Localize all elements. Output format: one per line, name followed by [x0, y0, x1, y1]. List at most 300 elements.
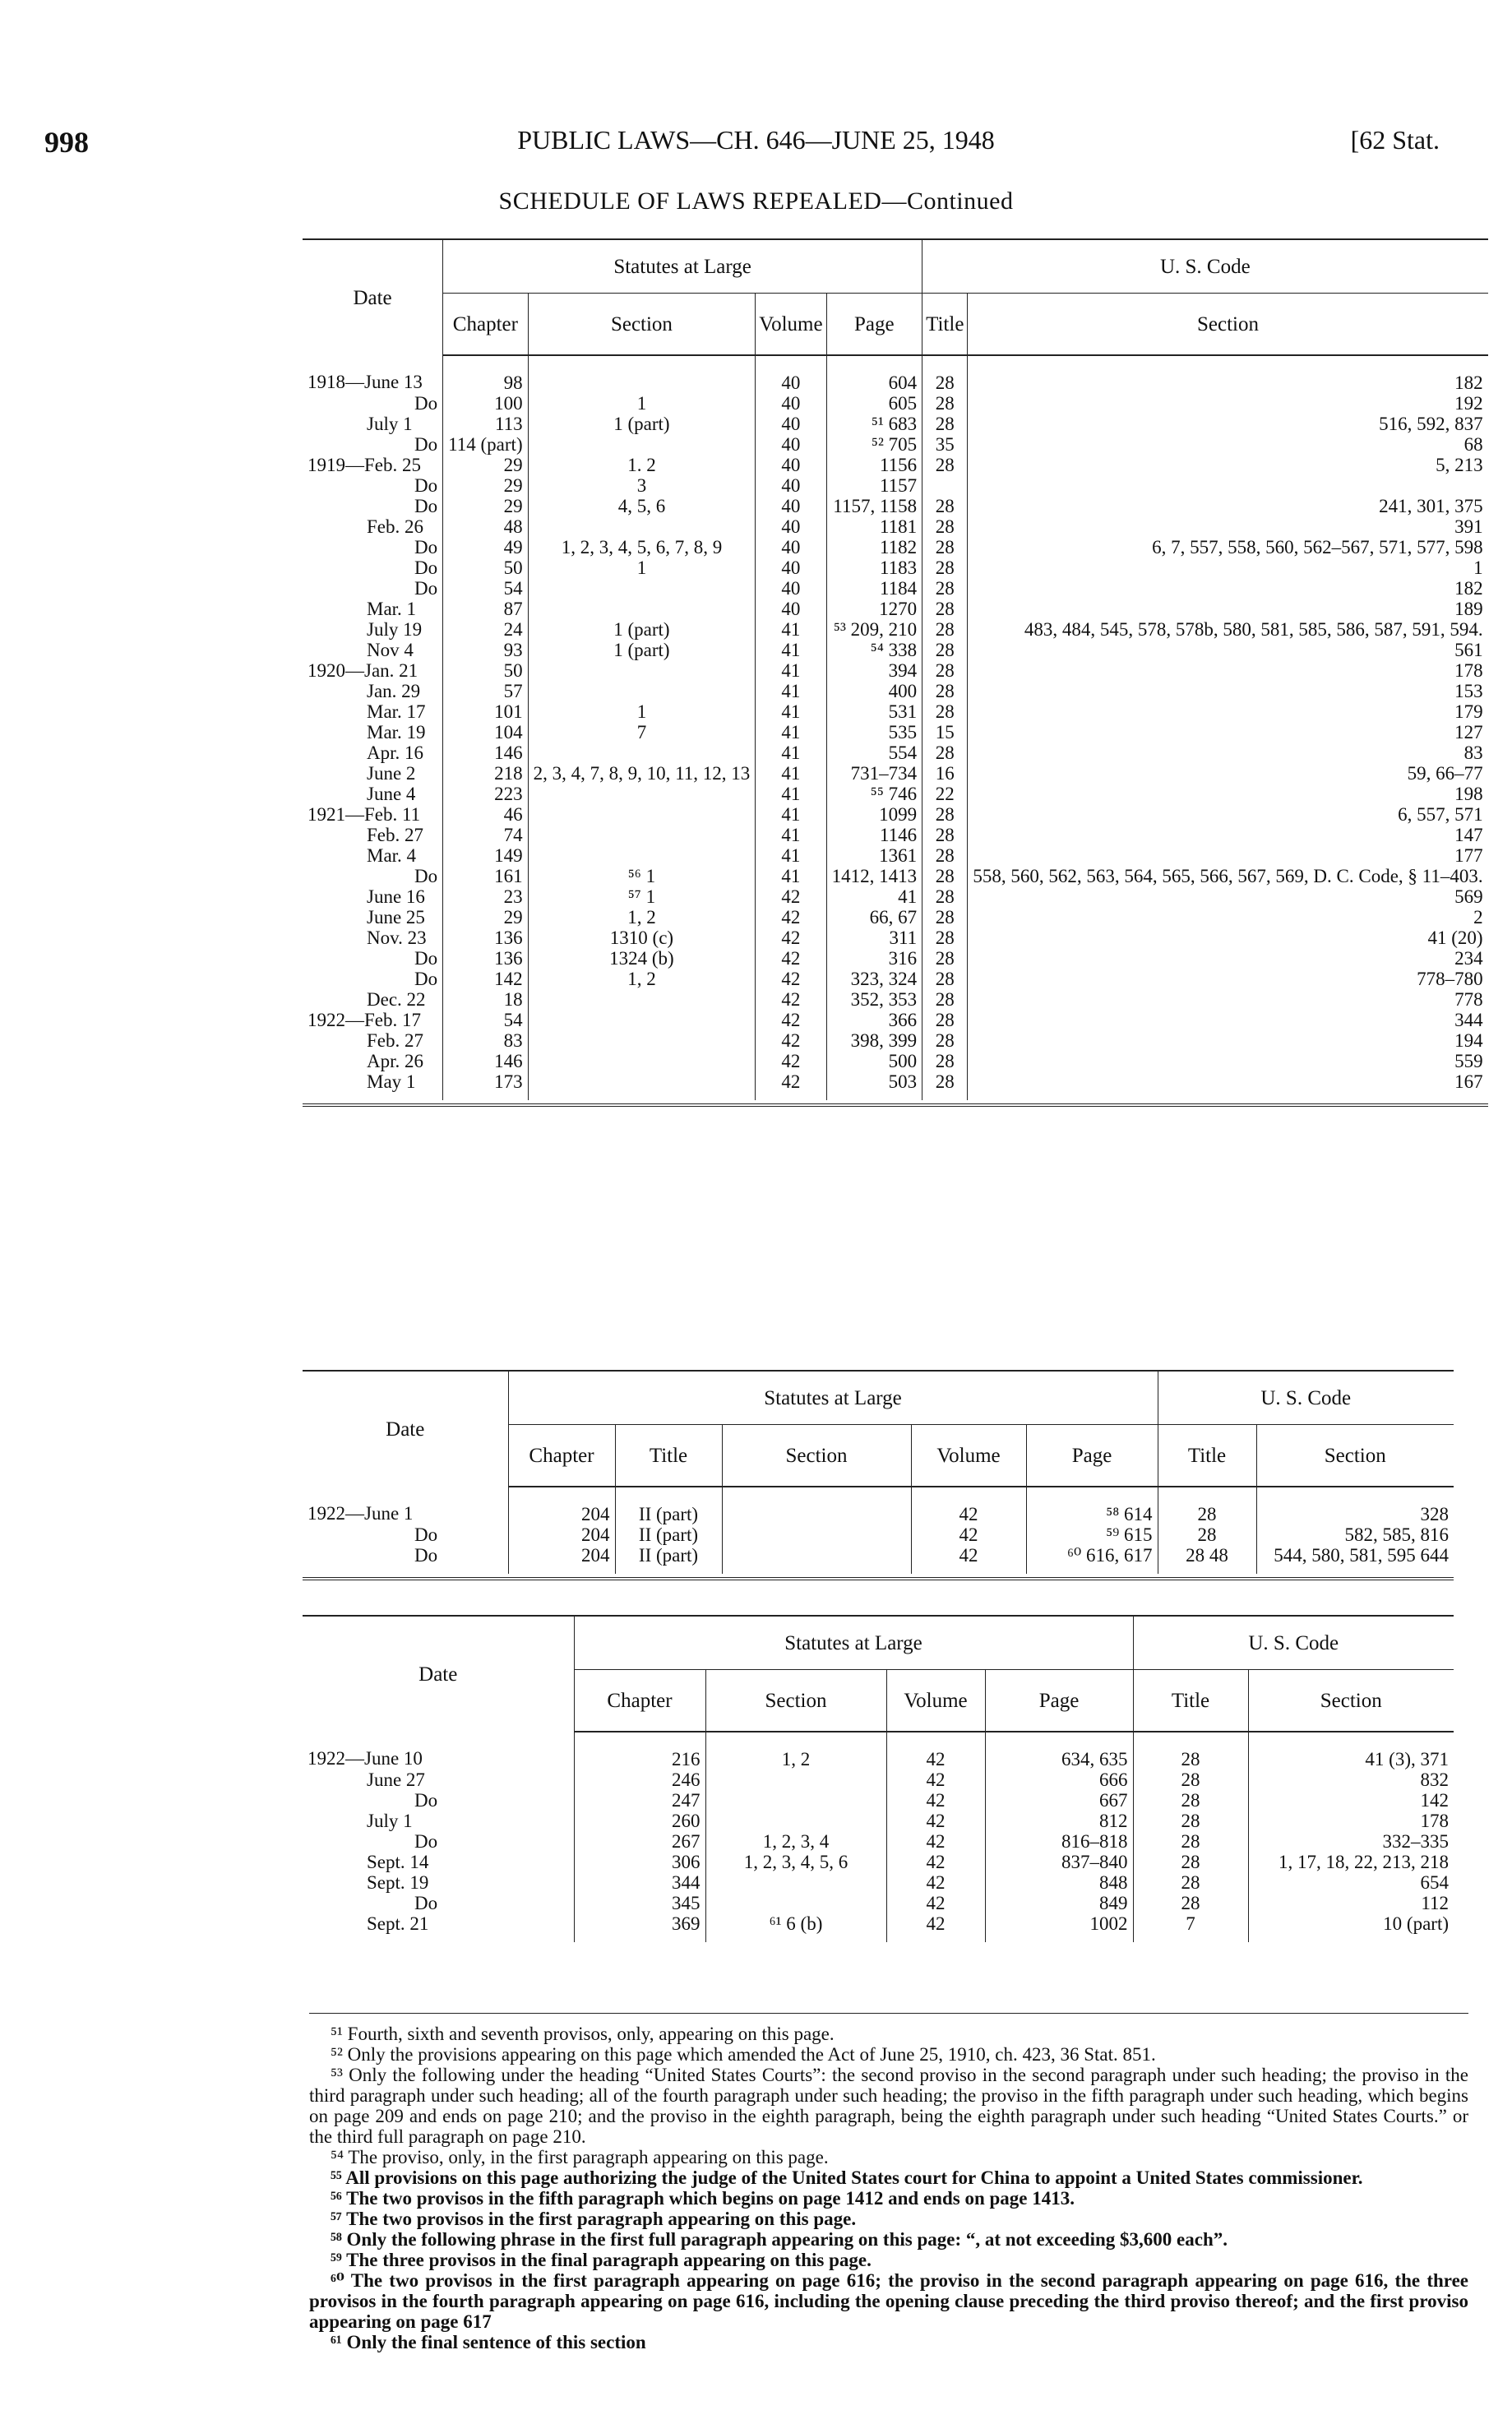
- cell-date: [303, 928, 443, 948]
- cell-code: [968, 455, 1488, 475]
- cell-text: 83: [1463, 742, 1483, 763]
- cell-text: 28: [1197, 1504, 1217, 1524]
- cell-title: [922, 784, 968, 804]
- cell-chapter: [443, 928, 528, 948]
- cell-text: Apr. 16: [367, 742, 423, 763]
- cell-text: 182: [1454, 578, 1483, 599]
- cell-code: [968, 928, 1488, 948]
- table-row: [303, 516, 1488, 537]
- cell-text: 582, 585, 816: [1344, 1524, 1449, 1545]
- cell-text: 28: [1181, 1811, 1200, 1831]
- table-row: [303, 969, 1488, 989]
- cell-text: 42: [926, 1749, 946, 1769]
- cell-title: [922, 578, 968, 599]
- cell-code: [968, 681, 1488, 701]
- table-row: [303, 1769, 1454, 1790]
- cell-section: [722, 1487, 911, 1524]
- header-code-section: Section: [1248, 1670, 1454, 1732]
- cell-text: 634, 635: [1061, 1749, 1128, 1769]
- cell-text: 503: [888, 1071, 918, 1092]
- cell-title: [922, 393, 968, 414]
- cell-text: 241, 301, 375: [1379, 496, 1483, 516]
- cell-page: [826, 455, 922, 475]
- cell-text: 223: [494, 784, 523, 804]
- cell-text: Do: [414, 866, 438, 886]
- cell-text: 41: [781, 742, 801, 763]
- cell-section: [528, 928, 756, 948]
- cell-text: Do: [414, 1831, 438, 1852]
- cell-chapter: [443, 516, 528, 537]
- cell-section: [528, 1010, 756, 1030]
- cell-text: 146: [494, 1051, 523, 1071]
- cell-page: [826, 866, 922, 886]
- cell-text: 28: [1181, 1852, 1200, 1872]
- table-row: [303, 989, 1488, 1010]
- cell-text: 1 (part): [613, 414, 670, 434]
- cell-text: 247: [672, 1790, 701, 1811]
- cell-volume: [756, 969, 826, 989]
- cell-text: 778: [1454, 989, 1483, 1010]
- cell-text: 42: [959, 1545, 978, 1566]
- cell-title-col: [615, 1545, 722, 1574]
- cell-section: [722, 1524, 911, 1545]
- table-row: [303, 1831, 1454, 1852]
- cell-page: [985, 1831, 1133, 1852]
- cell-text: 54: [503, 578, 523, 599]
- cell-text: 136: [494, 948, 523, 969]
- cell-text: 28: [935, 825, 955, 845]
- cell-text: 49: [503, 537, 523, 557]
- table-row: [303, 1524, 1454, 1545]
- cell-text: June 4: [367, 784, 416, 804]
- cell-title: [922, 1051, 968, 1071]
- table-row: [303, 784, 1488, 804]
- cell-text: 68: [1463, 434, 1483, 455]
- cell-text: 29: [503, 455, 523, 475]
- header-section: Section: [528, 294, 756, 356]
- cell-text: Jan. 29: [367, 681, 421, 701]
- cell-volume: [756, 537, 826, 557]
- cell-text: 100: [494, 393, 523, 414]
- cell-text: 28: [935, 619, 955, 640]
- header-volume: Volume: [756, 294, 826, 356]
- cell-text: 42: [926, 1811, 946, 1831]
- cell-title: [922, 496, 968, 516]
- cell-section: [705, 1831, 886, 1852]
- cell-text: 28: [935, 907, 955, 928]
- cell-text: 50: [503, 557, 523, 578]
- table-row: [303, 599, 1488, 619]
- cell-text: Feb. 27: [367, 825, 423, 845]
- cell-text: 1270: [879, 599, 918, 619]
- cell-date: [303, 414, 443, 434]
- cell-chapter: [443, 537, 528, 557]
- table-row: [303, 619, 1488, 640]
- cell-code: [1248, 1790, 1454, 1811]
- cell-text: 42: [959, 1504, 978, 1524]
- cell-section: [528, 496, 756, 516]
- cell-text: Mar. 19: [367, 722, 426, 742]
- cell-code: [968, 989, 1488, 1010]
- cell-text: 1, 2: [781, 1749, 811, 1769]
- cell-date: [303, 825, 443, 845]
- cell-page: [826, 537, 922, 557]
- cell-title: [1133, 1913, 1248, 1942]
- table-row: [303, 1545, 1454, 1574]
- cell-text: 127: [1454, 722, 1483, 742]
- cell-title: [1133, 1769, 1248, 1790]
- footnote: ⁵⁵ All provisions on this page authorizing the judge of the United States court for China to appoint a United States commissioner.: [331, 2167, 1363, 2188]
- footnote: ⁵³ Only the following under the heading “United States Courts”: the second proviso in the second paragraph under such heading; the proviso in the third paragraph under such heading; all of the fourth paragraph under such heading; the proviso in the fifth paragraph under such heading, which begins on page 209 and ends on page 210; and the proviso in the eighth paragraph, being the eighth paragraph under such heading “United States Courts.” or the third full paragraph on page 210.: [309, 2065, 1468, 2147]
- cell-code: [968, 355, 1488, 393]
- cell-text: 28: [935, 414, 955, 434]
- cell-text: 1919—Feb. 25: [307, 455, 421, 475]
- cell-text: ⁵⁶ 1: [627, 866, 656, 886]
- cell-title: [922, 969, 968, 989]
- cell-text: 1002: [1089, 1913, 1128, 1934]
- cell-date: [303, 1852, 574, 1872]
- cell-text: 391: [1454, 516, 1483, 537]
- footnote: ⁵² Only the provisions appearing on this page which amended the Act of June 25, 1910, ch. 423, 36 Stat. 851.: [331, 2044, 1156, 2065]
- cell-title: [922, 599, 968, 619]
- cell-chapter: [443, 496, 528, 516]
- statute-reference: [62 Stat.: [1350, 125, 1440, 155]
- cell-volume: [756, 1051, 826, 1071]
- cell-text: 28: [935, 1010, 955, 1030]
- cell-text: II (part): [638, 1545, 699, 1566]
- cell-volume: [756, 742, 826, 763]
- cell-code: [968, 578, 1488, 599]
- header-section: Section: [722, 1425, 911, 1487]
- cell-volume: [756, 845, 826, 866]
- cell-title: [922, 355, 968, 393]
- cell-text: 1310 (c): [609, 928, 674, 948]
- cell-text: 28: [935, 640, 955, 660]
- cell-text: 28: [935, 845, 955, 866]
- cell-date: [303, 1872, 574, 1893]
- cell-text: 267: [672, 1831, 701, 1852]
- cell-text: 344: [672, 1872, 701, 1893]
- cell-text: 40: [781, 434, 801, 455]
- cell-text: 41: [781, 845, 801, 866]
- cell-chapter: [443, 1071, 528, 1100]
- cell-volume: [756, 804, 826, 825]
- cell-code: [1248, 1893, 1454, 1913]
- cell-date: [303, 1071, 443, 1100]
- cell-text: 40: [781, 372, 801, 393]
- cell-text: 192: [1454, 393, 1483, 414]
- cell-code: [968, 516, 1488, 537]
- cell-text: 398, 399: [850, 1030, 918, 1051]
- cell-text: 41: [781, 825, 801, 845]
- cell-volume: [886, 1769, 985, 1790]
- cell-text: 46: [503, 804, 523, 825]
- table-row: [303, 1913, 1454, 1942]
- cell-chapter: [443, 969, 528, 989]
- cell-title: [1158, 1545, 1256, 1574]
- table-row: [303, 557, 1488, 578]
- cell-text: 41: [781, 722, 801, 742]
- cell-text: 369: [672, 1913, 701, 1934]
- cell-volume: [756, 1071, 826, 1100]
- table-row: [303, 701, 1488, 722]
- cell-chapter: [508, 1524, 615, 1545]
- cell-text: 28: [935, 537, 955, 557]
- cell-text: 1156: [879, 455, 918, 475]
- cell-text: 42: [926, 1790, 946, 1811]
- cell-date: [303, 866, 443, 886]
- header-statutes-at-large: Statutes at Large: [443, 239, 922, 294]
- cell-section: [528, 948, 756, 969]
- cell-chapter: [443, 475, 528, 496]
- header-statutes-at-large: Statutes at Large: [574, 1616, 1133, 1670]
- table-row: [303, 1852, 1454, 1872]
- cell-title: [922, 640, 968, 660]
- cell-volume: [756, 784, 826, 804]
- cell-date: [303, 1769, 574, 1790]
- cell-text: 182: [1454, 372, 1483, 393]
- cell-page: [826, 886, 922, 907]
- cell-chapter: [443, 722, 528, 742]
- cell-chapter: [508, 1487, 615, 1524]
- table-row: [303, 578, 1488, 599]
- cell-text: 558, 560, 562, 563, 564, 565, 566, 567, 569, D. C. Code, § 11–403.: [973, 866, 1483, 886]
- cell-volume: [756, 1010, 826, 1030]
- cell-chapter: [443, 907, 528, 928]
- cell-text: 1, 2, 3, 4: [762, 1831, 830, 1852]
- cell-text: Do: [414, 1524, 438, 1545]
- cell-text: 149: [494, 845, 523, 866]
- cell-title: [922, 866, 968, 886]
- cell-text: 50: [503, 660, 523, 681]
- cell-text: 28: [935, 660, 955, 681]
- cell-page: [985, 1811, 1133, 1831]
- table-row: [303, 393, 1488, 414]
- cell-text: 40: [781, 393, 801, 414]
- cell-text: 87: [503, 599, 523, 619]
- cell-text: ⁵⁸ 614: [1106, 1504, 1153, 1524]
- cell-text: 1, 2, 3, 4, 5, 6, 7, 8, 9: [561, 537, 723, 557]
- cell-text: Do: [414, 557, 438, 578]
- cell-text: 1324 (b): [609, 948, 674, 969]
- header-code-section: Section: [968, 294, 1488, 356]
- cell-text: II (part): [638, 1524, 699, 1545]
- table-row: [303, 804, 1488, 825]
- cell-text: 24: [503, 619, 523, 640]
- cell-text: 41: [781, 784, 801, 804]
- cell-text: 35: [935, 434, 955, 455]
- table-row: [303, 886, 1488, 907]
- cell-code: [1248, 1811, 1454, 1831]
- cell-text: 42: [926, 1872, 946, 1893]
- cell-chapter: [443, 1030, 528, 1051]
- cell-text: 849: [1099, 1893, 1128, 1913]
- cell-text: Do: [414, 1545, 438, 1566]
- cell-text: 41 (3), 371: [1365, 1749, 1449, 1769]
- cell-text: 112: [1421, 1893, 1449, 1913]
- cell-text: 28: [935, 1051, 955, 1071]
- cell-title: [922, 907, 968, 928]
- cell-page: [985, 1790, 1133, 1811]
- cell-date: [303, 1811, 574, 1831]
- cell-text: 667: [1099, 1790, 1128, 1811]
- cell-chapter: [574, 1790, 705, 1811]
- cell-page: [1026, 1487, 1158, 1524]
- cell-section: [528, 989, 756, 1010]
- cell-volume: [756, 640, 826, 660]
- cell-code: [1248, 1852, 1454, 1872]
- cell-text: Do: [414, 578, 438, 599]
- cell-text: 114 (part): [448, 434, 523, 455]
- cell-page: [826, 660, 922, 681]
- cell-section: [705, 1893, 886, 1913]
- cell-text: 42: [781, 1030, 801, 1051]
- cell-volume: [756, 599, 826, 619]
- cell-title: [922, 948, 968, 969]
- cell-text: 28: [1181, 1769, 1200, 1790]
- cell-code: [968, 825, 1488, 845]
- cell-text: ⁵³ 209, 210: [833, 619, 918, 640]
- cell-text: 778–780: [1417, 969, 1483, 989]
- cell-text: 40: [781, 455, 801, 475]
- cell-code: [968, 866, 1488, 886]
- cell-text: 1922—June 10: [307, 1748, 423, 1769]
- cell-text: ⁶⁰ 616, 617: [1067, 1545, 1153, 1566]
- cell-text: 1: [636, 701, 647, 722]
- cell-page: [826, 516, 922, 537]
- cell-text: 28: [935, 557, 955, 578]
- schedule-table-3: [303, 1615, 1454, 1942]
- cell-code: [968, 640, 1488, 660]
- cell-volume: [756, 393, 826, 414]
- cell-text: 28: [1181, 1893, 1200, 1913]
- cell-volume: [756, 989, 826, 1010]
- cell-text: II (part): [638, 1504, 699, 1524]
- cell-code: [1248, 1831, 1454, 1852]
- table-row: [303, 355, 1488, 393]
- cell-page: [985, 1872, 1133, 1893]
- cell-page: [826, 1071, 922, 1100]
- cell-chapter: [443, 393, 528, 414]
- cell-date: [303, 355, 443, 393]
- cell-volume: [756, 496, 826, 516]
- cell-title: [1133, 1831, 1248, 1852]
- cell-code: [968, 1030, 1488, 1051]
- cell-title: [1133, 1811, 1248, 1831]
- cell-text: 1099: [879, 804, 918, 825]
- cell-page: [826, 804, 922, 825]
- cell-date: [303, 660, 443, 681]
- cell-code: [968, 742, 1488, 763]
- cell-text: 42: [781, 1010, 801, 1030]
- cell-text: 146: [494, 742, 523, 763]
- header-page: Page: [985, 1670, 1133, 1732]
- cell-text: 198: [1454, 784, 1483, 804]
- cell-section: [528, 784, 756, 804]
- footnote: ⁵⁸ Only the following phrase in the first full paragraph appearing on this page: “, at not exceeding $3,600 each”.: [331, 2229, 1228, 2250]
- cell-text: 1, 2: [627, 969, 656, 989]
- cell-volume: [756, 434, 826, 455]
- cell-text: June 27: [367, 1769, 425, 1790]
- cell-text: 204: [581, 1504, 610, 1524]
- cell-volume: [886, 1913, 985, 1942]
- cell-date: [303, 701, 443, 722]
- cell-title-col: [615, 1524, 722, 1545]
- cell-code: [968, 845, 1488, 866]
- cell-text: Do: [414, 393, 438, 414]
- cell-chapter: [574, 1852, 705, 1872]
- cell-page: [826, 1030, 922, 1051]
- cell-section: [528, 1071, 756, 1100]
- cell-title: [922, 681, 968, 701]
- cell-text: Do: [414, 434, 438, 455]
- cell-page: [826, 845, 922, 866]
- cell-section: [528, 557, 756, 578]
- cell-text: 42: [926, 1893, 946, 1913]
- cell-text: 28: [1181, 1790, 1200, 1811]
- cell-section: [528, 1030, 756, 1051]
- cell-text: ⁵¹ 683: [871, 414, 918, 434]
- cell-title: [922, 1071, 968, 1100]
- cell-section: [528, 886, 756, 907]
- cell-title: [922, 886, 968, 907]
- cell-text: 1, 2, 3, 4, 5, 6: [743, 1852, 848, 1872]
- table-row: [303, 660, 1488, 681]
- header-date: Date: [303, 1616, 574, 1732]
- cell-text: 344: [1454, 1010, 1483, 1030]
- cell-text: 189: [1454, 599, 1483, 619]
- cell-text: 848: [1099, 1872, 1128, 1893]
- cell-text: 142: [494, 969, 523, 989]
- cell-page: [826, 640, 922, 660]
- header-chapter: Chapter: [443, 294, 528, 356]
- cell-date: [303, 1831, 574, 1852]
- cell-text: Feb. 26: [367, 516, 423, 537]
- cell-page: [826, 1010, 922, 1030]
- cell-text: 41: [781, 763, 801, 784]
- cell-section: [528, 516, 756, 537]
- cell-text: 1 (part): [613, 619, 670, 640]
- cell-volume: [756, 414, 826, 434]
- cell-date: [303, 845, 443, 866]
- cell-volume: [756, 907, 826, 928]
- cell-text: July 1: [367, 1811, 413, 1831]
- cell-text: Do: [414, 969, 438, 989]
- cell-text: 1, 17, 18, 22, 213, 218: [1278, 1852, 1449, 1872]
- cell-title: [1158, 1524, 1256, 1545]
- cell-text: 500: [888, 1051, 918, 1071]
- cell-text: 41: [781, 804, 801, 825]
- cell-text: 16: [935, 763, 955, 784]
- cell-section: [528, 393, 756, 414]
- cell-text: Do: [414, 948, 438, 969]
- cell-section: [528, 455, 756, 475]
- cell-code: [968, 1010, 1488, 1030]
- cell-text: Sept. 21: [367, 1913, 429, 1934]
- cell-text: 1181: [879, 516, 918, 537]
- cell-code: [968, 886, 1488, 907]
- cell-page: [826, 701, 922, 722]
- cell-text: Sept. 14: [367, 1852, 429, 1872]
- cell-volume: [886, 1811, 985, 1831]
- cell-text: Dec. 22: [367, 989, 426, 1010]
- cell-text: 400: [888, 681, 918, 701]
- cell-text: 178: [1420, 1811, 1449, 1831]
- cell-code: [968, 660, 1488, 681]
- cell-section: [528, 355, 756, 393]
- cell-text: May 1: [367, 1071, 416, 1092]
- cell-code: [968, 475, 1488, 496]
